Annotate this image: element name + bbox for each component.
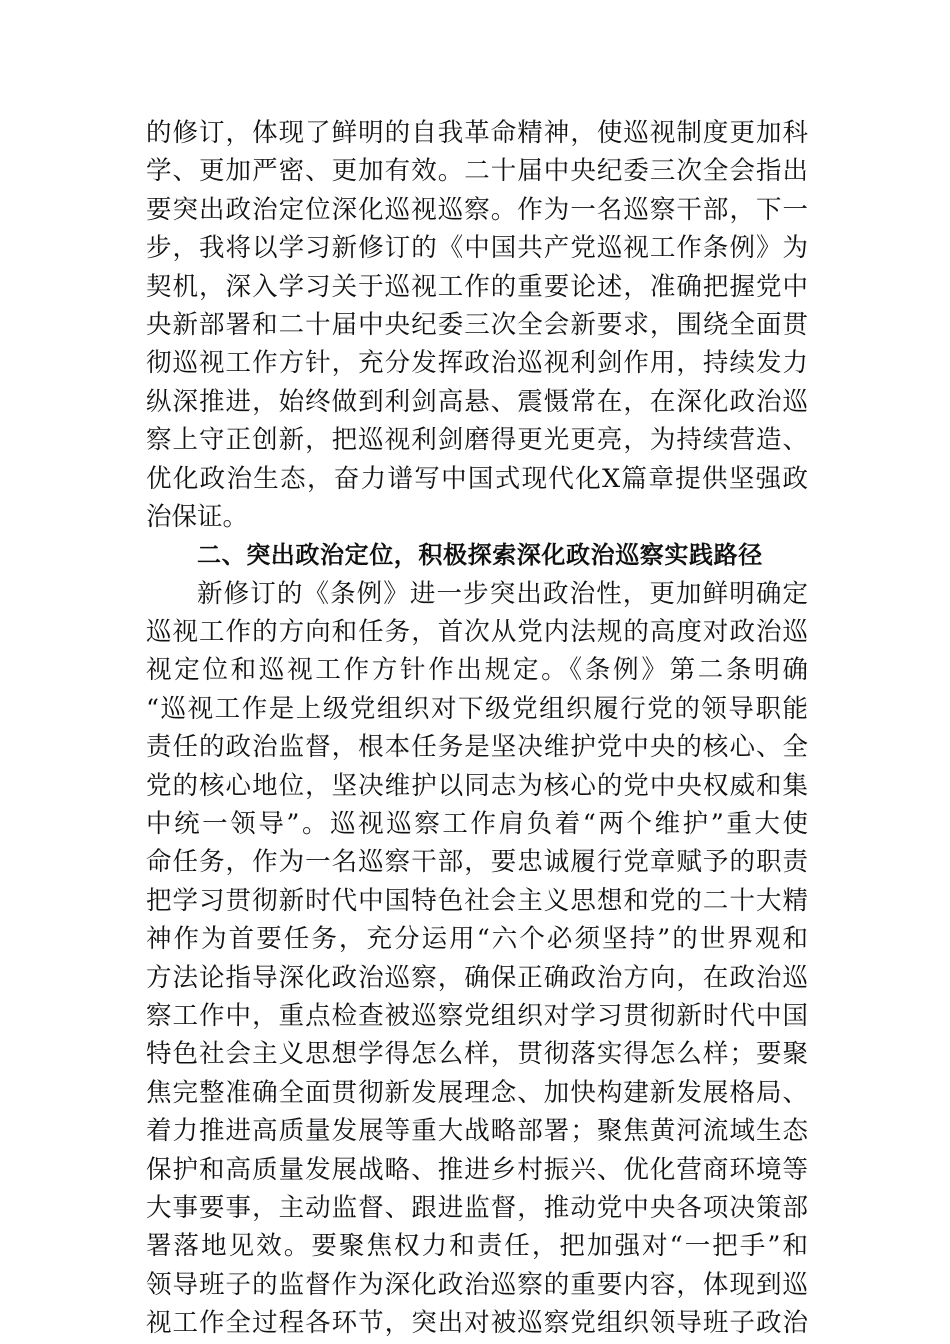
text-line: 学、更加严密、更加有效。二十届中央纪委三次全会指出 (146, 156, 808, 187)
text-line: 领导班子的监督作为深化政治巡察的重要内容，体现到巡 (146, 1269, 808, 1300)
text-line: 党的核心地位，坚决维护以同志为核心的党中央权威和集 (146, 770, 808, 801)
text-line: 特色社会主义思想学得怎么样，贯彻落实得怎么样；要聚 (146, 1039, 808, 1070)
text-line: 责任的政治监督，根本任务是坚决维护党中央的核心、全 (146, 732, 808, 763)
text-line: 步，我将以学习新修订的《中国共产党巡视工作条例》为 (146, 233, 808, 264)
text-line: 把学习贯彻新时代中国特色社会主义思想和党的二十大精 (146, 885, 808, 916)
text-line: 方法论指导深化政治巡察，确保正确政治方向，在政治巡 (146, 962, 808, 993)
text-line: 视工作全过程各环节，突出对被巡察党组织领导班子政治 (146, 1308, 808, 1339)
text-line: 新修订的《条例》进一步突出政治性，更加鲜明确定 (197, 578, 808, 609)
text-line: “巡视工作是上级党组织对下级党组织履行党的领导职能 (146, 693, 808, 724)
text-line: 巡视工作的方向和任务，首次从党内法规的高度对政治巡 (146, 617, 808, 648)
text-line: 察工作中，重点检查被巡察党组织对学习贯彻新时代中国 (146, 1000, 808, 1031)
text-line: 着力推进高质量发展等重大战略部署；聚焦黄河流域生态 (146, 1116, 808, 1147)
text-line: 要突出政治定位深化巡视巡察。作为一名巡察干部，下一 (146, 194, 808, 225)
text-line: 神作为首要任务，充分运用“六个必须坚持”的世界观和 (146, 924, 808, 955)
text-line: 央新部署和二十届中央纪委三次全会新要求，围绕全面贯 (146, 309, 808, 340)
text-line: 彻巡视工作方针，充分发挥政治巡视利剑作用，持续发力 (146, 348, 808, 379)
text-line: 纵深推进，始终做到利剑高悬、震慑常在，在深化政治巡 (146, 386, 808, 417)
text-line: 大事要事，主动监督、跟进监督，推动党中央各项决策部 (146, 1192, 808, 1223)
text-line: 优化政治生态，奋力谱写中国式现代化X篇章提供坚强政 (146, 463, 808, 494)
paragraph-1 (146, 114, 808, 536)
document-page (146, 114, 808, 1343)
section-heading: 二、突出政治定位，积极探索深化政治巡察实践路径 (197, 541, 763, 570)
paragraph-2 (146, 575, 808, 1343)
text-line: 保护和高质量发展战略、推进乡村振兴、优化营商环境等 (146, 1154, 808, 1185)
text-line: 命任务，作为一名巡察干部，要忠诚履行党章赋予的职责 (146, 847, 808, 878)
text-line: 署落地见效。要聚焦权力和责任，把加强对“一把手”和 (146, 1231, 808, 1262)
text-line: 的修订，体现了鲜明的自我革命精神，使巡视制度更加科 (146, 118, 808, 148)
text-line: 察上守正创新，把巡视利剑磨得更光更亮，为持续营造、 (146, 425, 808, 456)
text-line: 焦完整准确全面贯彻新发展理念、加快构建新发展格局、 (146, 1077, 808, 1108)
text-line: 治保证。 (146, 501, 249, 532)
text-line: 契机，深入学习关于巡视工作的重要论述，准确把握党中 (146, 271, 808, 302)
text-line: 视定位和巡视工作方针作出规定。《条例》第二条明确 (146, 655, 808, 686)
text-line: 中统一领导”。巡视巡察工作肩负着“两个维护”重大使 (146, 809, 808, 840)
